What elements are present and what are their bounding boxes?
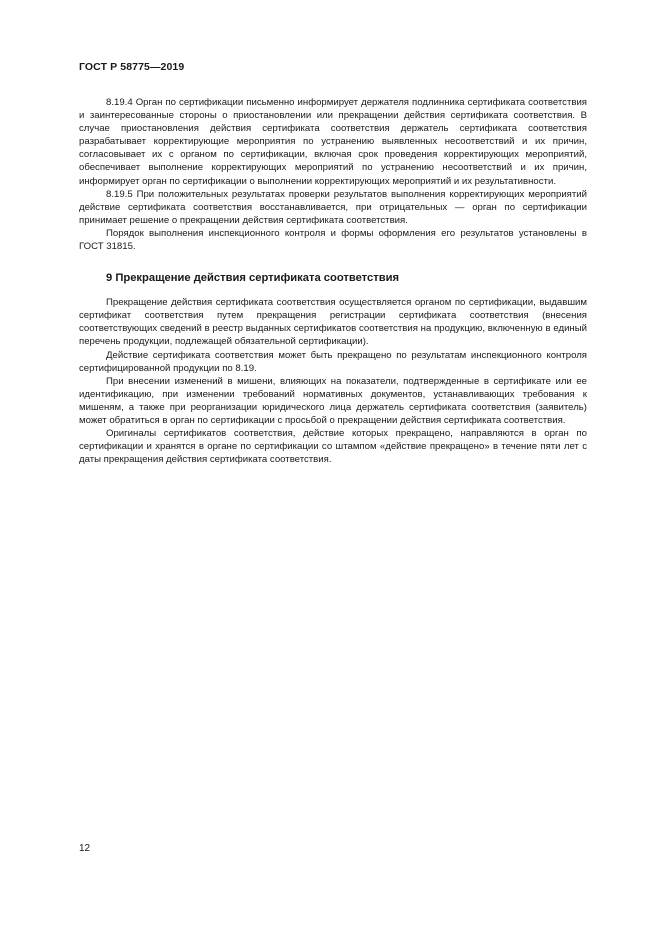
paragraph-9-inspection: Действие сертификата соответствия может быть прекращено по результатам инспекционного контроля сертифицированной продукции по 8.19. <box>79 349 587 374</box>
page-number: 12 <box>79 843 91 854</box>
paragraph-9-originals: Оригиналы сертификатов соответствия, действие которых прекращено, направляются в орган по сертификации и хранятся в органе по сертификации со штампом «действие прекращено» в течение пяти лет с даты прекращения действия сертификата соответствия. <box>79 428 587 466</box>
paragraph-9-changes: При внесении изменений в мишени, влияющих на показатели, подтвержденные в сертификате или ее идентификацию, при изменении требований нормативных документов, устанавливающих требования к мишеням, а также при реорганизации юридического лица держатель сертификата соответствия (заявитель) может обратиться в орган по сертификации с просьбой о прекращении действия сертификата соответствия. <box>79 375 587 426</box>
page-header-doc-code: ГОСТ Р 58775—2019 <box>79 61 185 73</box>
paragraph-8-19-4: 8.19.4 Орган по сертификации письменно информирует держателя подлинника сертификата соответствия и заинтересованные стороны о приостановлении или прекращении действия сертификата соответствия. В случае приостановления действия сертификата соответствия держатель сертификата соответствия разрабатывает корректирующие мероприятия по устранению выявленных несоответствий и их причин, согласовывает их с органом по сертификации, включая срок проведения корректирующих мероприятий, обеспечивает выполнение корректирующих мероприятий по устранению несоответствий и их причин, информирует орган по сертификации о выполнении корректирующих мероприятий и их результативности. <box>79 97 587 187</box>
page-body <box>79 96 587 466</box>
section-9-title: 9 Прекращение действия сертификата соответствия <box>106 272 399 285</box>
paragraph-8-19-5: 8.19.5 При положительных результатах проверки результатов выполнения корректирующих мероприятий действие сертификата соответствия восстанавливается, при отрицательных — орган по сертификации принимает решение о прекращении действия сертификата соответствия. <box>79 188 587 226</box>
paragraph-9-termination: Прекращение действия сертификата соответствия осуществляется органом по сертификации, выдавшим сертификат соответствия путем прекращения регистрации сертификата соответствия (внесения соответствующих сведений в реестр выданных сертификатов соответствия на продукцию, включенную в единый перечень продукции, подлежащей обязательной сертификации). <box>79 297 587 348</box>
paragraph-inspection-order: Порядок выполнения инспекционного контроля и формы оформления его результатов установлены в ГОСТ 31815. <box>79 227 587 253</box>
